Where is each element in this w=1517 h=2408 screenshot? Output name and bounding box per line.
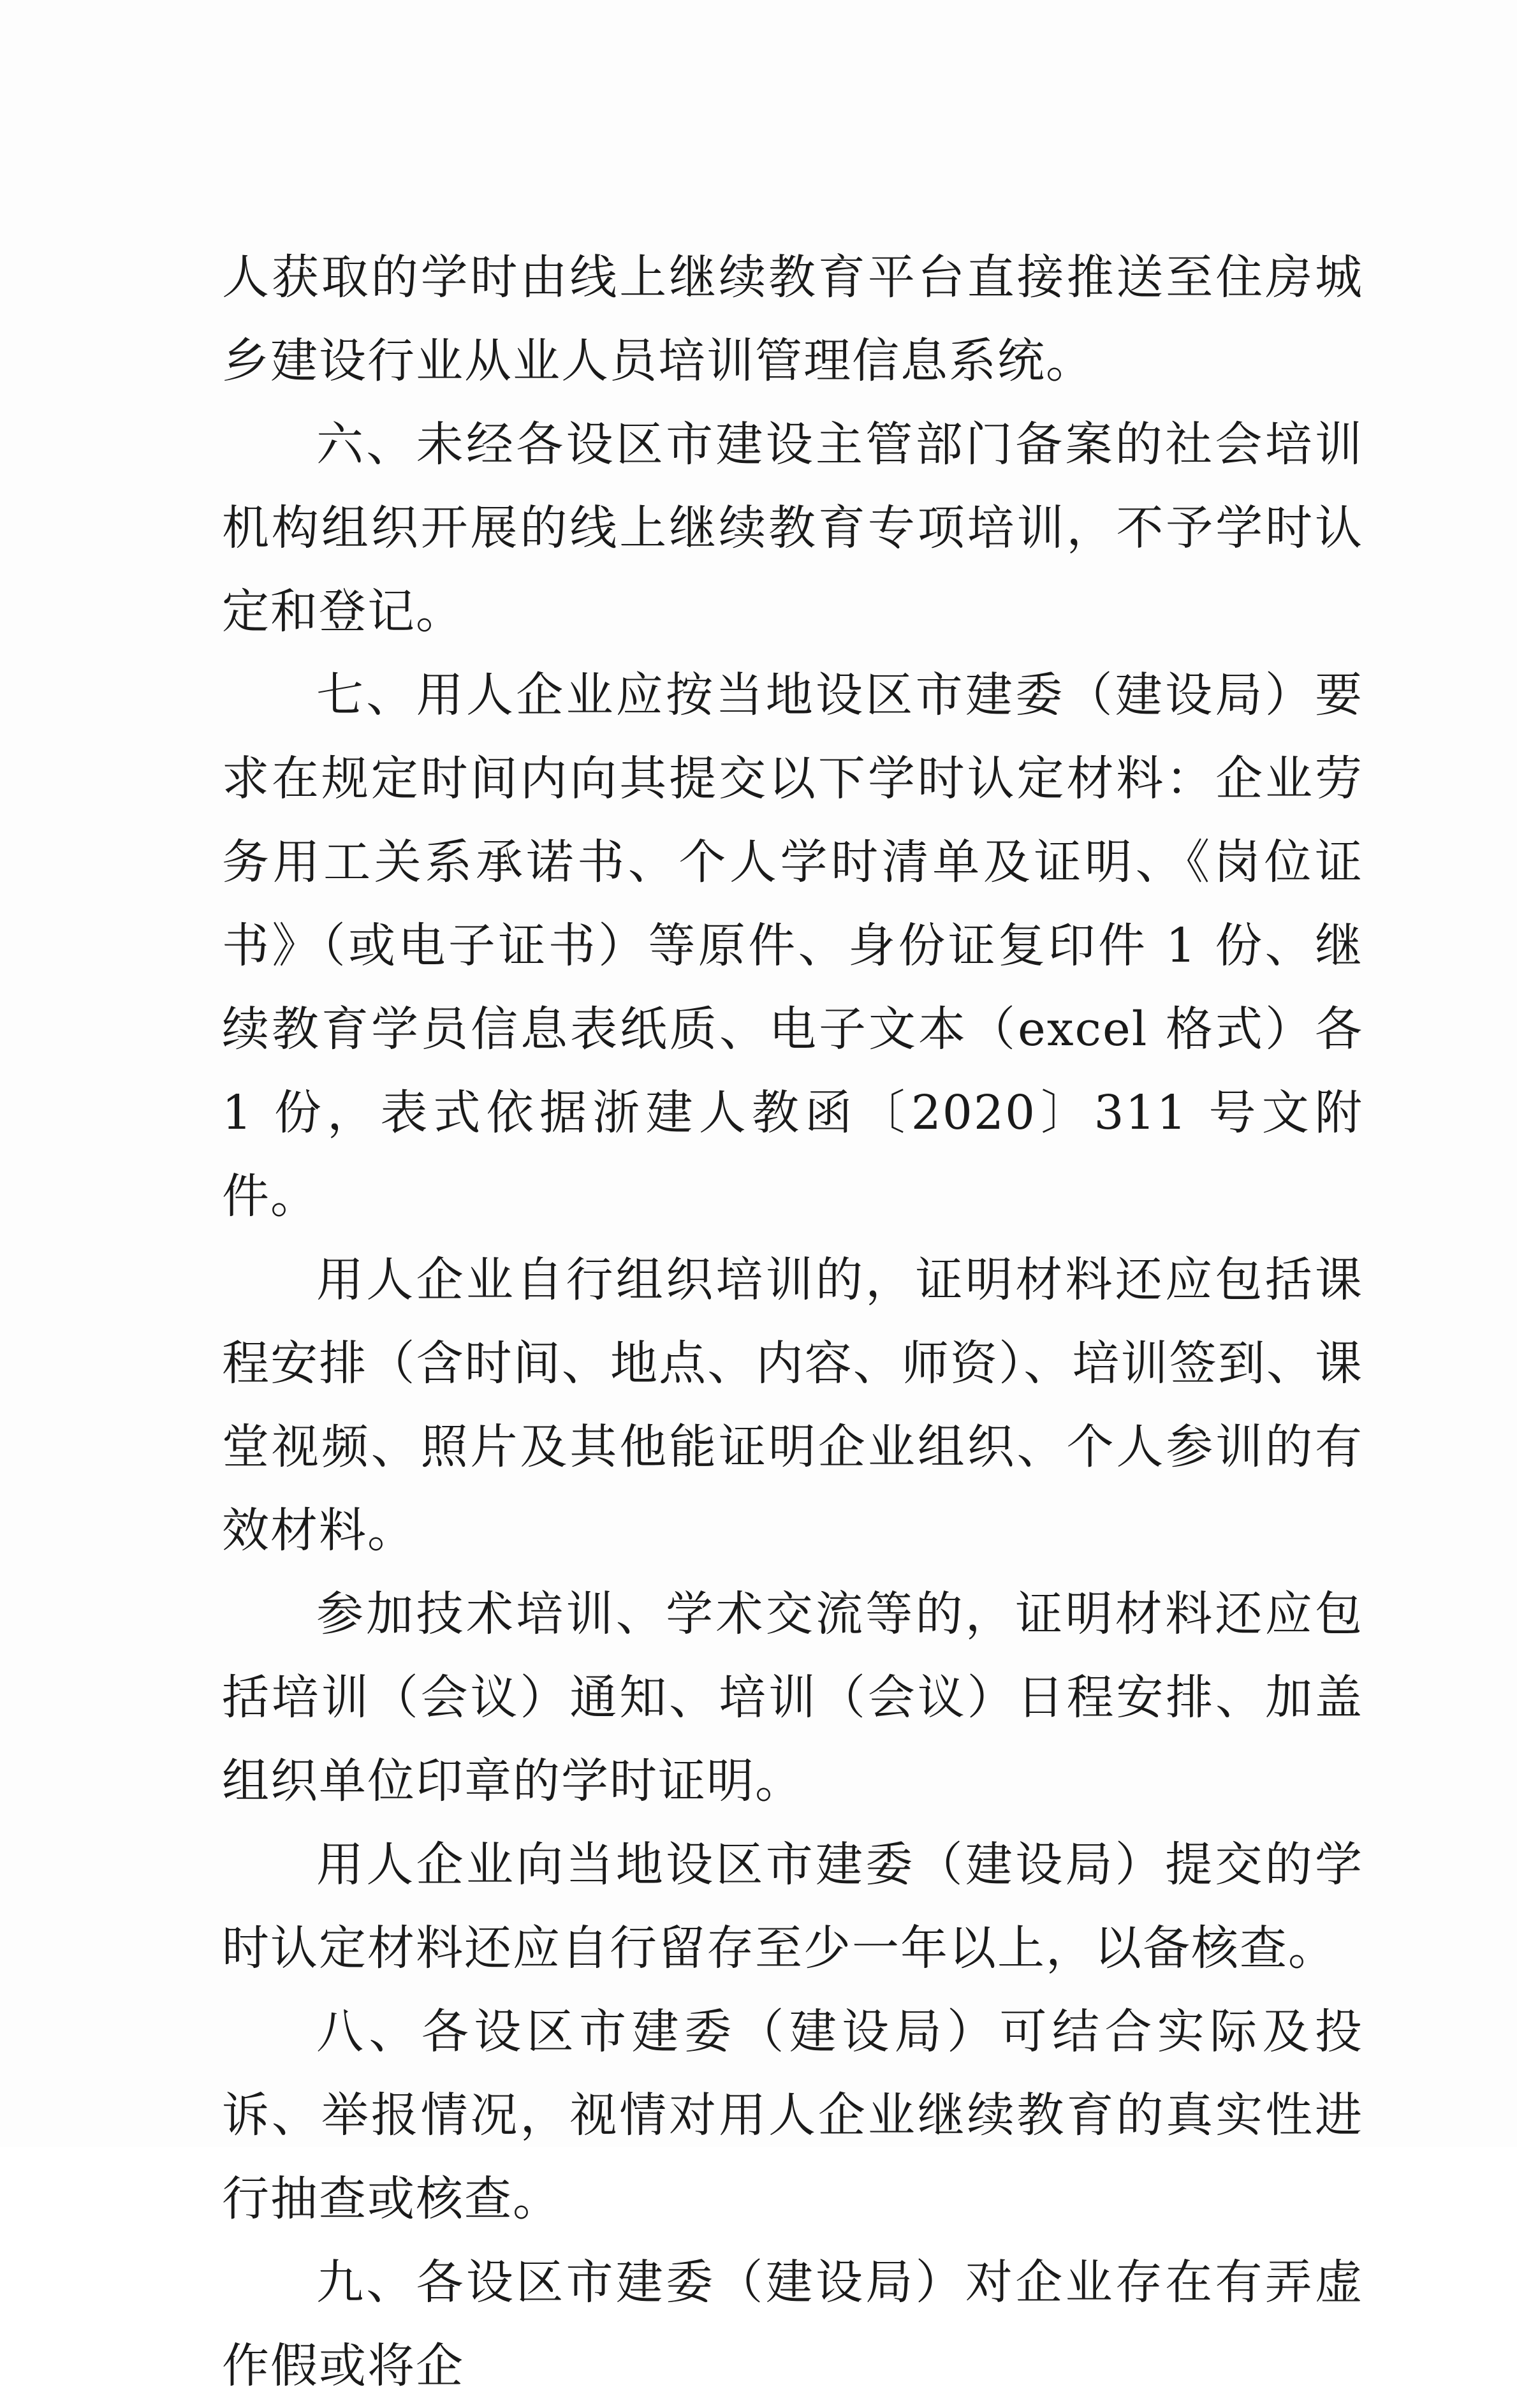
paragraph-item-9: 九、各设区市建委（建设局）对企业存在有弄虚作假或将企 xyxy=(222,2255,1363,2393)
paragraph-record-retention: 用人企业向当地设区市建委（建设局）提交的学时认定材料还应自行留存至少一年以上，以备核查。 xyxy=(222,1837,1363,1976)
document-body xyxy=(222,236,1363,2408)
paragraph-item-7: 七、用人企业应按当地设区市建委（建设局）要求在规定时间内向其提交以下学时认定材料：企业劳务用工关系承诺书、个人学时清单及证明、《岗位证书》（或电子证书）等原件、身份证复印件 1 份、继续教育学员信息表纸质、电子文本（excel 格式）各 1 份，表式依据浙建人教函〔2020〕311 号文附件。 xyxy=(222,668,1363,1224)
paragraph-continued: 人获取的学时由线上继续教育平台直接推送至住房城乡建设行业从业人员培训管理信息系统。 xyxy=(222,250,1363,388)
paragraph-item-6: 六、未经各设区市建设主管部门备案的社会培训机构组织开展的线上继续教育专项培训，不予学时认定和登记。 xyxy=(222,417,1363,639)
paragraph-technical-training: 参加技术培训、学术交流等的，证明材料还应包括培训（会议）通知、培训（会议）日程安排、加盖组织单位印章的学时证明。 xyxy=(222,1587,1363,1809)
paragraph-item-8: 八、各设区市建委（建设局）可结合实际及投诉、举报情况，视情对用人企业继续教育的真实性进行抽查或核查。 xyxy=(222,2004,1363,2226)
paragraph-self-training: 用人企业自行组织培训的，证明材料还应包括课程安排（含时间、地点、内容、师资）、培训签到、课堂视频、照片及其他能证明企业组织、个人参训的有效材料。 xyxy=(222,1252,1363,1558)
